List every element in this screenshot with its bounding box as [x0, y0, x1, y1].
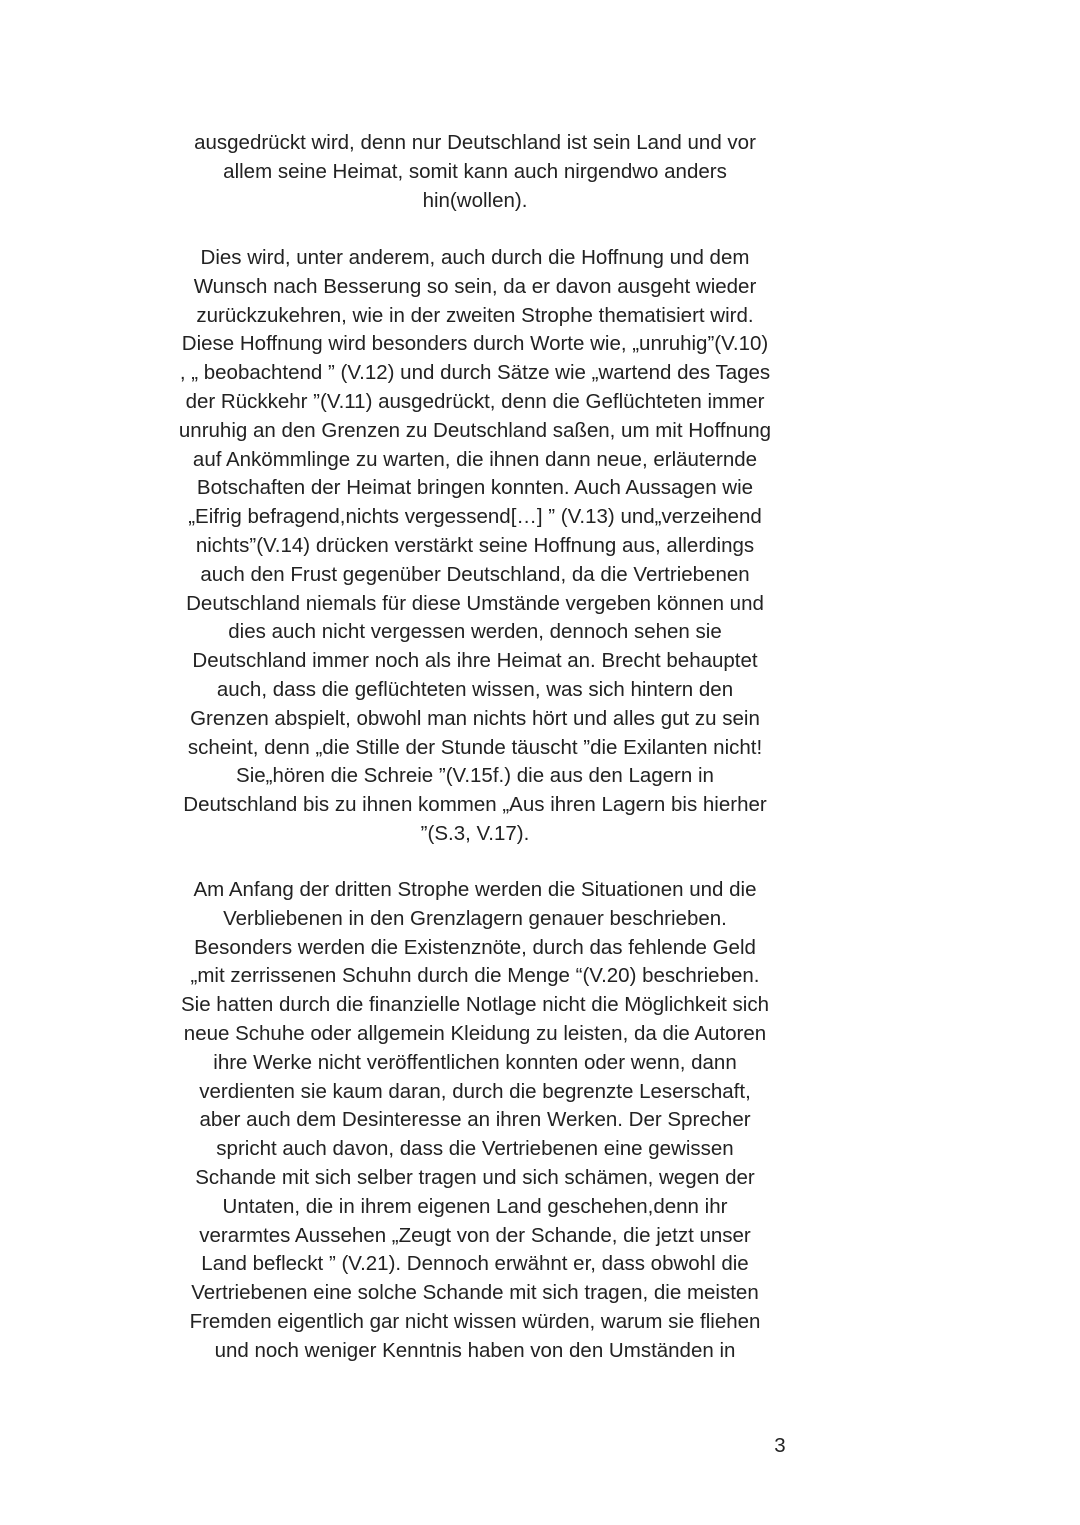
- text-line: , „ beobachtend ” (V.12) und durch Sätze wie „wartend des Tages: [179, 361, 771, 385]
- text-line: Am Anfang der dritten Strophe werden die Situationen und die: [193, 878, 757, 901]
- text-line: Deutschland immer noch als ihre Heimat an. Brecht behauptet: [192, 649, 758, 673]
- text-line: scheint, denn „die Stille der Stunde täuscht ”die Exilanten nicht!: [187, 735, 763, 759]
- text-line: Fremden eigentlich gar nicht wissen würden, warum sie fliehen: [189, 1309, 761, 1333]
- text-line: „Eifrig befragend,nichts vergessend[…] ” (V.13) und„verzeihend: [188, 505, 762, 529]
- text-line: spricht auch davon, dass die Vertriebenen eine gewissen: [216, 1137, 734, 1161]
- paragraph-2: [150, 244, 800, 849]
- page-number: 3: [774, 1434, 786, 1457]
- text-line: unruhig an den Grenzen zu Deutschland saßen, um mit Hoffnung: [178, 418, 772, 442]
- text-line: nichts”(V.14) drücken verstärkt seine Hoffnung aus, allerdings: [195, 533, 755, 557]
- text-line: ”(S.3, V.17).: [420, 821, 530, 845]
- text-line: und noch weniger Kenntnis haben von den Umständen in: [214, 1338, 736, 1362]
- text-line: Verbliebenen in den Grenzlagern genauer beschrieben.: [223, 906, 727, 930]
- text-line: Deutschland niemals für diese Umstände vergeben können und: [186, 591, 764, 615]
- paragraph-3: [150, 876, 800, 1366]
- text-line: Grenzen abspielt, obwohl man nichts hört und alles gut zu sein: [190, 706, 760, 730]
- text-line: Sie„hören die Schreie ”(V.15f.) die aus den Lagern in: [236, 764, 714, 788]
- text-line: Untaten, die in ihrem eigenen Land geschehen,denn ihr: [222, 1194, 728, 1218]
- text-line: auf Ankömmlinge zu warten, die ihnen dann neue, erläuternde: [192, 447, 758, 471]
- text-line: aber auch dem Desinteresse an ihren Werken. Der Sprecher: [199, 1108, 751, 1132]
- paragraph-1: [150, 129, 800, 215]
- text-line: Wunsch nach Besserung so sein, da er davon ausgeht wieder: [193, 274, 757, 298]
- text-line: Diese Hoffnung wird besonders durch Worte wie, „unruhig”(V.10): [181, 332, 769, 356]
- text-line: auch, dass die geflüchteten wissen, was sich hintern den: [216, 677, 734, 701]
- text-line: Vertriebenen eine solche Schande mit sich tragen, die meisten: [191, 1281, 759, 1305]
- text-line: Sie hatten durch die finanzielle Notlage nicht die Möglichkeit sich: [180, 993, 769, 1017]
- text-line: neue Schuhe oder allgemein Kleidung zu leisten, da die Autoren: [183, 1021, 767, 1045]
- text-line: hin(wollen).: [422, 188, 528, 212]
- text-line: verdienten sie kaum daran, durch die begrenzte Leserschaft,: [199, 1079, 751, 1103]
- text-line: auch den Frust gegenüber Deutschland, da die Vertriebenen: [200, 562, 750, 586]
- text-line: Botschaften der Heimat bringen konnten. Auch Aussagen wie: [196, 476, 754, 500]
- text-line: verarmtes Aussehen „Zeugt von der Schande, die jetzt unser: [199, 1223, 751, 1247]
- text-line: ihre Werke nicht veröffentlichen konnten oder wenn, dann: [213, 1050, 737, 1074]
- text-line: Deutschland bis zu ihnen kommen „Aus ihren Lagern bis hierher: [183, 793, 767, 817]
- text-line: der Rückkehr ”(V.11) ausgedrückt, denn die Geflüchteten immer: [185, 389, 765, 413]
- text-line: zurückzukehren, wie in der zweiten Strophe thematisiert wird.: [196, 303, 754, 327]
- text-line: ausgedrückt wird, denn nur Deutschland ist sein Land und vor: [194, 131, 756, 154]
- text-line: allem seine Heimat, somit kann auch nirgendwo anders: [223, 159, 727, 183]
- text-line: Dies wird, unter anderem, auch durch die Hoffnung und dem: [200, 246, 750, 269]
- text-line: dies auch nicht vergessen werden, dennoch sehen sie: [228, 620, 722, 644]
- text-line: Besonders werden die Existenznöte, durch das fehlende Geld: [194, 935, 756, 959]
- text-line: Schande mit sich selber tragen und sich schämen, wegen der: [195, 1165, 755, 1189]
- text-line: „mit zerrissenen Schuhn durch die Menge “(V.20) beschrieben.: [190, 964, 760, 988]
- text-line: Land befleckt ” (V.21). Dennoch erwähnt er, dass obwohl die: [201, 1252, 749, 1276]
